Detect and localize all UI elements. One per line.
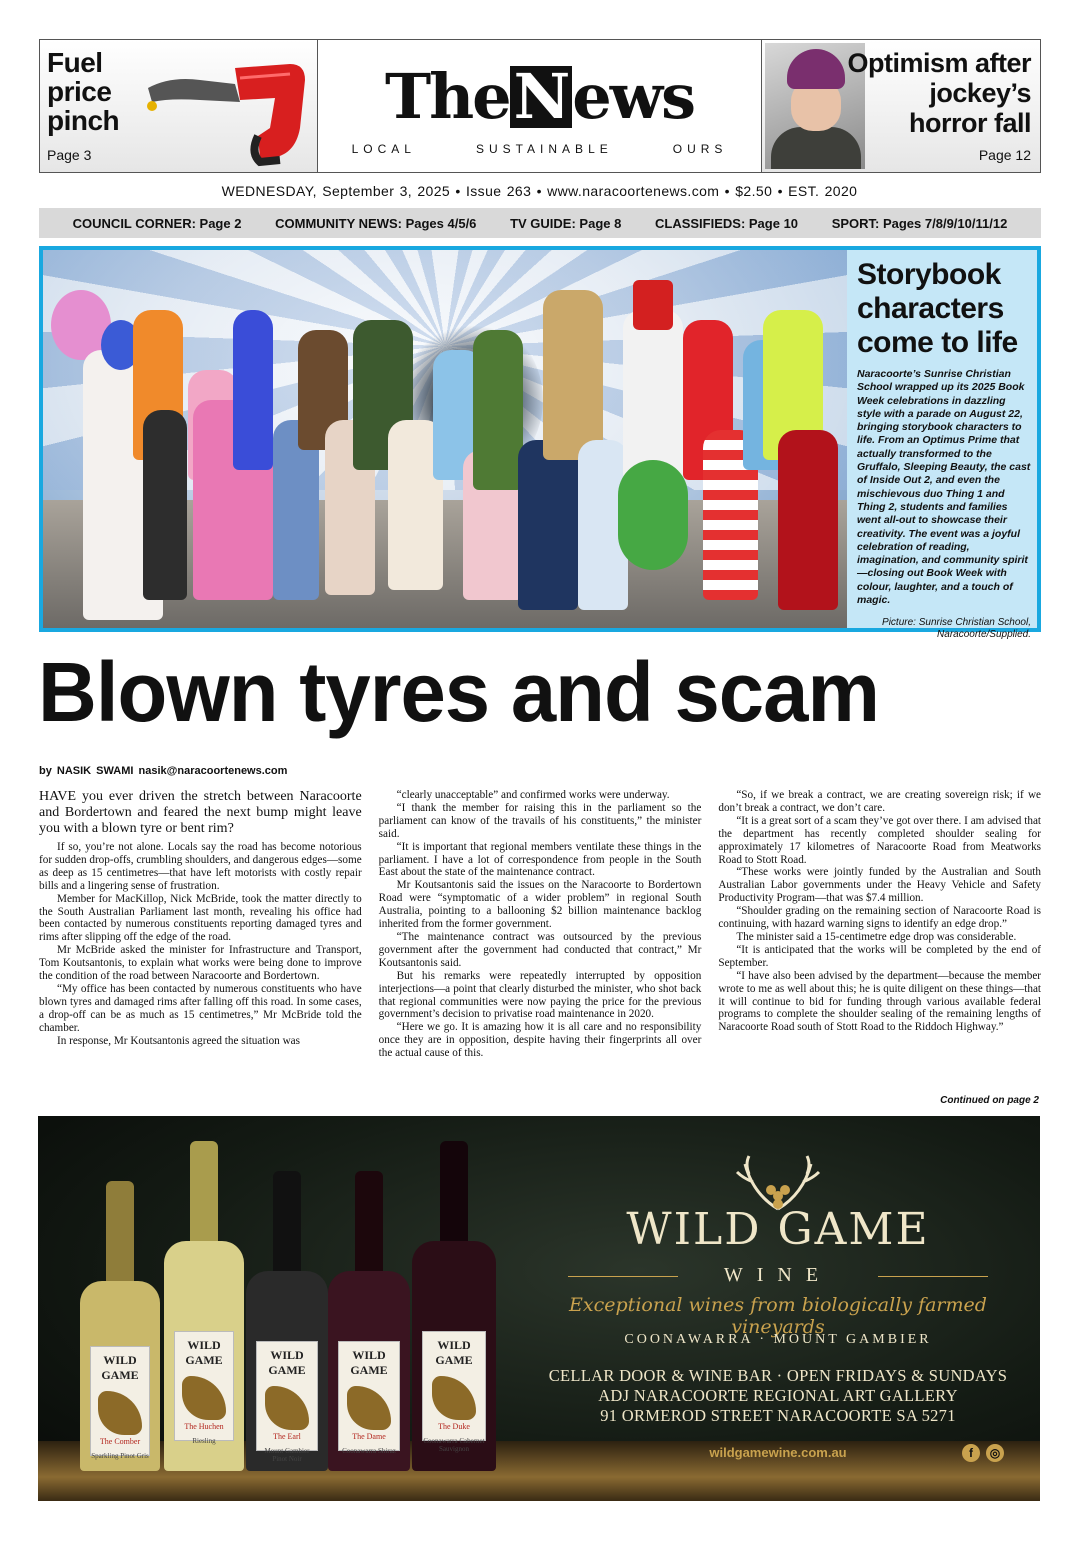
newspaper-logo[interactable]: TheNews xyxy=(384,60,695,133)
ad-brand-name: WILD GAME xyxy=(626,1204,930,1255)
feature-title[interactable]: Storybook characters come to life xyxy=(857,258,1018,359)
byline-author: by NASIK SWAMI xyxy=(39,765,134,777)
nav-sport[interactable]: SPORT: Pages 7/8/9/10/11/12 xyxy=(831,215,1008,231)
article-paragraph: The minister said a 15-centimetre edge drop was considerable. xyxy=(736,930,1017,943)
promo-fuel-page: Page 3 xyxy=(47,147,92,163)
promo-fuel[interactable] xyxy=(40,40,318,172)
byline-email[interactable]: nasik@naracoortenews.com xyxy=(138,765,288,777)
ad-regions: COONAWARRA · MOUNT GAMBIER xyxy=(624,1332,932,1347)
article-column-1 xyxy=(39,789,362,1107)
wine-bottle xyxy=(164,1141,244,1471)
article-paragraph: If so, you’re not alone. Locals say the road has become notorious for sudden drop-offs, crumbling shoulders, and dangerous edges—some as deep as 15 centimetres—that have left motorists with costly repair bills and a lingering sense of frustration. xyxy=(39,841,362,892)
ad-info: CELLAR DOOR & WINE BAR · OPEN FRIDAYS & SUNDAYS ADJ NARACOORTE REGIONAL ART GALLERY 91 ORMEROD STREET NARACOORTE SA 5271 xyxy=(548,1366,1008,1425)
nav-council-corner[interactable]: COUNCIL CORNER: Page 2 xyxy=(72,215,242,231)
article-column-2 xyxy=(379,789,702,1107)
promo-fuel-headline: Fuel price pinch xyxy=(47,47,120,136)
article-paragraph: “I have also been advised by the department—because the member wrote to me as well about this; he is quite diligent on these things—that it will continue to bid for funding through various available federal programs to complete the shoulder sealing of the remaining lengths of Naracoorte Road south of Stott Road to the Riddoch Highway.” xyxy=(718,969,1042,1034)
nav-community-news[interactable]: COMMUNITY NEWS: Pages 4/5/6 xyxy=(275,215,477,231)
instagram-icon[interactable]: ◎ xyxy=(986,1444,1004,1462)
ad-brand-sub: WINE xyxy=(723,1264,833,1286)
article-paragraph: “So, if we break a contract, we are creating sovereign risk; if we don’t break a contract, we don’t care. xyxy=(718,789,1042,814)
dateline: WEDNESDAY, September 3, 2025 • Issue 263 • www.naracoortenews.com • $2.50 • EST. 2020 xyxy=(221,183,858,199)
book-week-photo xyxy=(43,250,847,628)
article-paragraph: “Here we go. It is amazing how it is all care and no responsibility once they are in opposition, despite having their fingerprints all over the actual cause of this. xyxy=(378,1021,702,1060)
feature-caption xyxy=(851,250,1037,641)
article-body xyxy=(39,789,1041,1107)
logo-box xyxy=(318,40,761,172)
article-paragraph: “These works were jointly funded by the Australian and South Australian Labor governments under the Heavy Vehicle and Safety Productivity Program—that was $7.4 million. xyxy=(718,866,1042,905)
bottle-label: WILD GAME The Huchen Riesling xyxy=(174,1331,234,1441)
promo-jockey-headline: Optimism after jockey’s horror fall xyxy=(847,48,1031,138)
bottle-label: WILD GAME The Dame Coonawarra Shiraz xyxy=(338,1341,400,1451)
wine-advertisement[interactable] xyxy=(38,1116,1040,1501)
facebook-icon[interactable]: f xyxy=(962,1444,980,1462)
feature-story xyxy=(39,246,1041,641)
article-paragraph: “clearly unacceptable” and confirmed works were underway. xyxy=(396,789,670,801)
article-paragraph: In response, Mr Koutsantonis agreed the situation was xyxy=(57,1034,300,1047)
wine-bottle xyxy=(80,1181,160,1471)
promo-jockey-page: Page 12 xyxy=(978,147,1031,163)
feature-body: Naracoorte’s Sunrise Christian School wrapped up its 2025 Book Week celebrations in dazzling style with a parade on August 22, bringing storybook characters to life. From an Optimus Prime that actually transformed to the Gruffalo, Sleeping Beauty, the cast of Inside Out 2, and even the mischievous duo Thing 1 and Thing 2, students and families went all-out to showcase their creativity. The event was a joyful celebration of reading, imagination, and community spirit—closing out Book Week with colour, laughter, and a touch of magic. xyxy=(857,368,1031,607)
article-paragraph: “The maintenance contract was outsourced by the previous government after the government had conducted that contract,” Mr Koutsantonis said. xyxy=(378,930,702,969)
bottle-label: WILD GAME The Earl Mount Gambier Pinot Noir xyxy=(256,1341,318,1451)
bottle-label: WILD GAME The Duke Coonawarra Cabernet Sauvignon xyxy=(422,1331,486,1441)
article-paragraph: Mr McBride asked the minister for Infrastructure and Transport, Tom Koutsantonis, to explain what works were being done to improve the condition of the road between Naracoorte and Bordertown. xyxy=(39,944,362,983)
masthead xyxy=(39,39,1041,173)
article-paragraph: Mr Koutsantonis said the issues on the Naracoorte to Bordertown Road were “symptomatic of a wider problem” in regional South Australia, pointing to a ballooning $2 billion maintenance backlog inherited from the former government. xyxy=(378,879,702,931)
tagline: LOCAL SUSTAINABLE OURS xyxy=(351,142,728,156)
photo-credit: Picture: Sunrise Christian School, Naracoorte/Supplied. xyxy=(882,617,1031,641)
wine-bottle xyxy=(328,1171,410,1471)
article-paragraph: But his remarks were repeatedly interrupted by opposition interjections—a point that clearly disturbed the minister, who shot back that regional communities were now paying the price for the previous government’s decision to privatise road maintenance in 2020. xyxy=(378,969,702,1021)
wine-bottle xyxy=(246,1171,328,1471)
article-paragraph: “Shoulder grading on the remaining section of Naracoorte Road is continuing, with hazard warning signs to identify an edge drop.” xyxy=(718,905,1042,931)
nav-tv-guide[interactable]: TV GUIDE: Page 8 xyxy=(510,215,622,231)
byline xyxy=(39,765,287,777)
article-paragraph: “It is anticipated that the works will be completed by the end of September. xyxy=(718,943,1042,969)
wine-bottle xyxy=(412,1141,496,1471)
promo-jockey[interactable] xyxy=(761,40,1040,172)
article-paragraph: HAVE you ever driven the stretch between Naracoorte and Bordertown and feared the next bump might leave you with a blown tyre or bent rim? xyxy=(39,789,362,836)
section-navbar xyxy=(39,208,1041,238)
ad-slogan: Exceptional wines from biologically farmed vineyards xyxy=(569,1294,987,1338)
social-icons xyxy=(962,1444,1004,1462)
article-paragraph: Member for MacKillop, Nick McBride, took the matter directly to the South Australian Parliament last month, revealing his office had been contacted by numerous constituents reporting damaged tyres and rims after slipping off the edge of the road. xyxy=(39,892,362,944)
article-paragraph: “It is important that regional members ventilate these things in the parliament. I have a lot of correspondence from people in the South East about the state of the maintenance contract. xyxy=(378,840,702,879)
fuel-pump-icon xyxy=(140,58,310,168)
article-paragraph: “It is a great sort of a scam they’ve got over there. I am advised that the department has recently completed shoulder sealing for approximately 17 kilometres of Naracoorte Road from Meatworks Road to Stott Road. xyxy=(718,814,1042,866)
continued-link[interactable]: Continued on page 2 xyxy=(940,1095,1039,1106)
bottle-label: WILD GAME The Comber Sparkling Pinot Gris xyxy=(90,1346,150,1456)
ad-website-link[interactable]: wildgamewine.com.au xyxy=(709,1445,847,1460)
nav-classifieds[interactable]: CLASSIFIEDS: Page 10 xyxy=(654,215,799,231)
article-paragraph: “My office has been contacted by numerous constituents who have blown tyres and damaged rims after falling off this road. In some cases, a drop-off can be as much as 15 centimetres,” Mr McBride told the chamber. xyxy=(39,982,362,1034)
article-paragraph: “I thank the member for raising this in the parliament so the parliament can know of the travails of his constituents,” the minister said. xyxy=(378,801,702,840)
article-column-3 xyxy=(718,789,1041,1107)
main-headline[interactable]: Blown tyres and scam xyxy=(38,645,879,739)
